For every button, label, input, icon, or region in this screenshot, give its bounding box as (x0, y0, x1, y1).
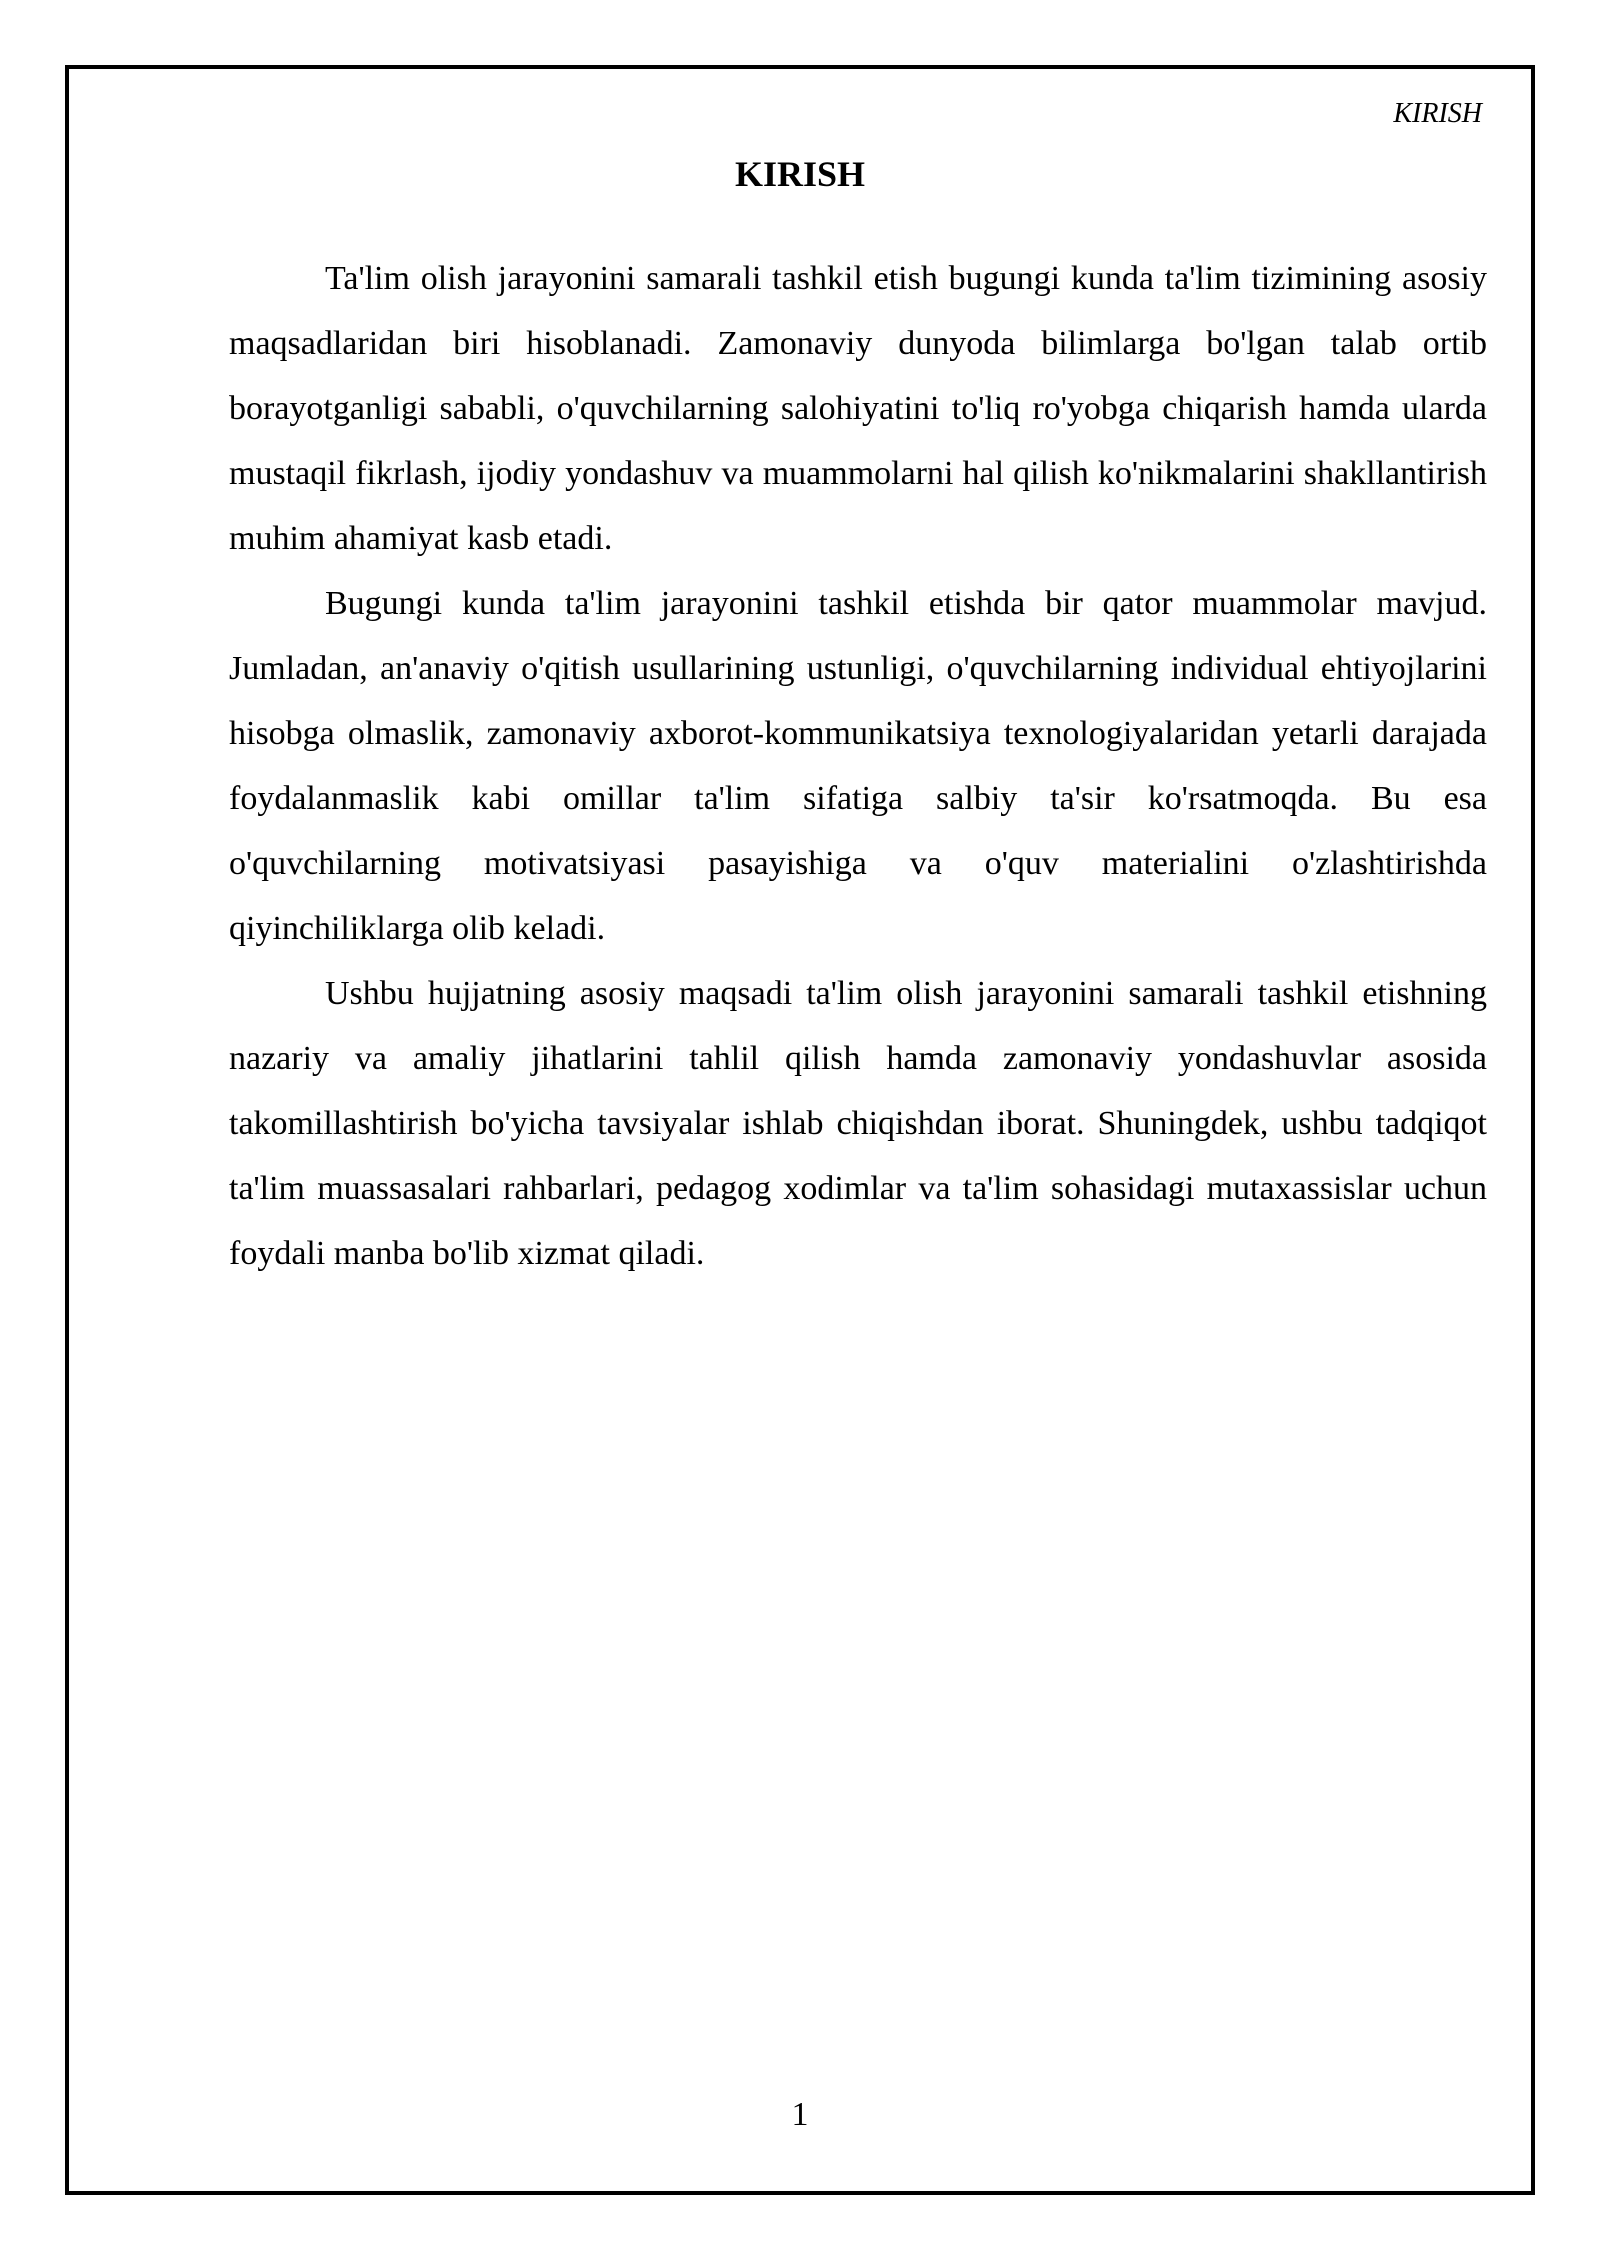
paragraph-1: Ta'lim olish jarayonini samarali tashkil etish bugungi kunda ta'lim tizimining asosiy maqsadlaridan biri hisoblanadi. Zamonaviy dunyoda bilimlarga bo'lgan talab ortib borayotganligi sababli, o'quvchilarning salohiyatini to'liq ro'yobga chiqarish hamda ularda mustaqil fikrlash, ijodiy yondashuv va muammolarni hal qilish ko'nikmalarini shakllantirish muhim ahamiyat kasb etadi. (229, 260, 1487, 557)
paragraph-3: Ushbu hujjatning asosiy maqsadi ta'lim olish jarayonini samarali tashkil etishning nazariy va amaliy jihatlarini tahlil qilish hamda zamonaviy yondashuvlar asosida takomillashtirish bo'yicha tavsiyalar ishlab chiqishdan iborat. Shuningdek, ushbu tadqiqot ta'lim muassasalari rahbarlari, pedagog xodimlar va ta'lim sohasidagi mutaxassislar uchun foydali manba bo'lib xizmat qiladi. (229, 975, 1487, 1272)
running-header: KIRISH (1393, 98, 1482, 129)
page-title: KIRISH (734, 154, 866, 194)
page-number: 1 (791, 2096, 809, 2133)
paragraph-2: Bugungi kunda ta'lim jarayonini tashkil etishda bir qator muammolar mavjud. Jumladan, an'anaviy o'qitish usullarining ustunligi, o'quvchilarning individual ehtiyojlarini hisobga olmaslik, zamonaviy axborot-kommunikatsiya texnologiyalaridan yetarli darajada foydalanmaslik kabi omillar ta'lim sifatiga salbiy ta'sir ko'rsatmoqda. Bu esa o'quvchilarning motivatsiyasi pasayishiga va o'quv materialini o'zlashtirishda qiyinchiliklarga olib keladi. (229, 585, 1487, 947)
body-text (229, 246, 1487, 1286)
